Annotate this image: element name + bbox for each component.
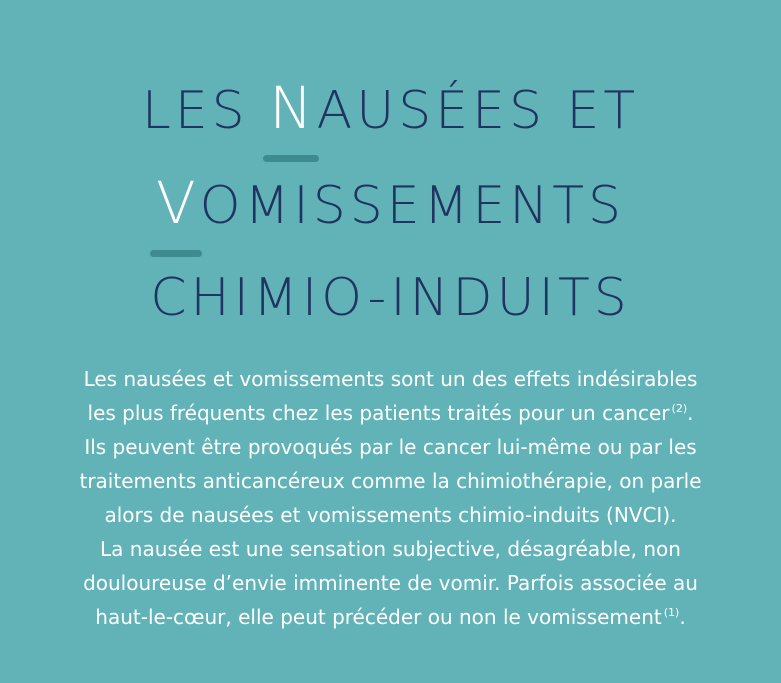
body-line-1: Les nausées et vomissements sont un des effets indésirables [83,367,698,391]
reference-marker-2: (2) [671,402,688,416]
title-line-2-suffix: OMISSEMENTS [199,176,626,236]
body-line-8-end: . [679,605,686,629]
body-line-4: traitements anticancéreux comme la chimiothérapie, on parle [79,469,702,493]
body-paragraph [20,362,761,634]
body-line-6: La nausée est une sensation subjective, désagréable, non [100,537,681,561]
title-highlight-letter-v: V [156,157,200,249]
title-line-3: CHIMIO-INDUITS [150,268,631,328]
title-line-2 [0,157,781,252]
title-highlight-letter-n: N [269,62,316,154]
body-line-8-text: haut-le-cœur, elle peut précéder ou non le vomissement [95,605,662,629]
body-line-5: alors de nausées et vomissements chimio-induits (NVCI). [104,503,677,527]
title-line-1-prefix: LES [141,81,270,141]
body-line-7: douloureuse d’envie imminente de vomir. Parfois associée au [83,571,698,595]
body-line-8 [20,600,761,634]
body-line-3: Ils peuvent être provoqués par le cancer lui-même ou par les [84,435,697,459]
reference-marker-1: (1) [663,606,680,620]
body-line-2-text: les plus fréquents chez les patients traités pour un cancer [87,401,670,425]
body-line-2 [20,396,761,430]
title-line-1 [0,62,781,157]
title-line-1-suffix: AUSÉES ET [316,81,640,141]
body-line-2-end: . [687,401,694,425]
page-title [0,62,781,344]
